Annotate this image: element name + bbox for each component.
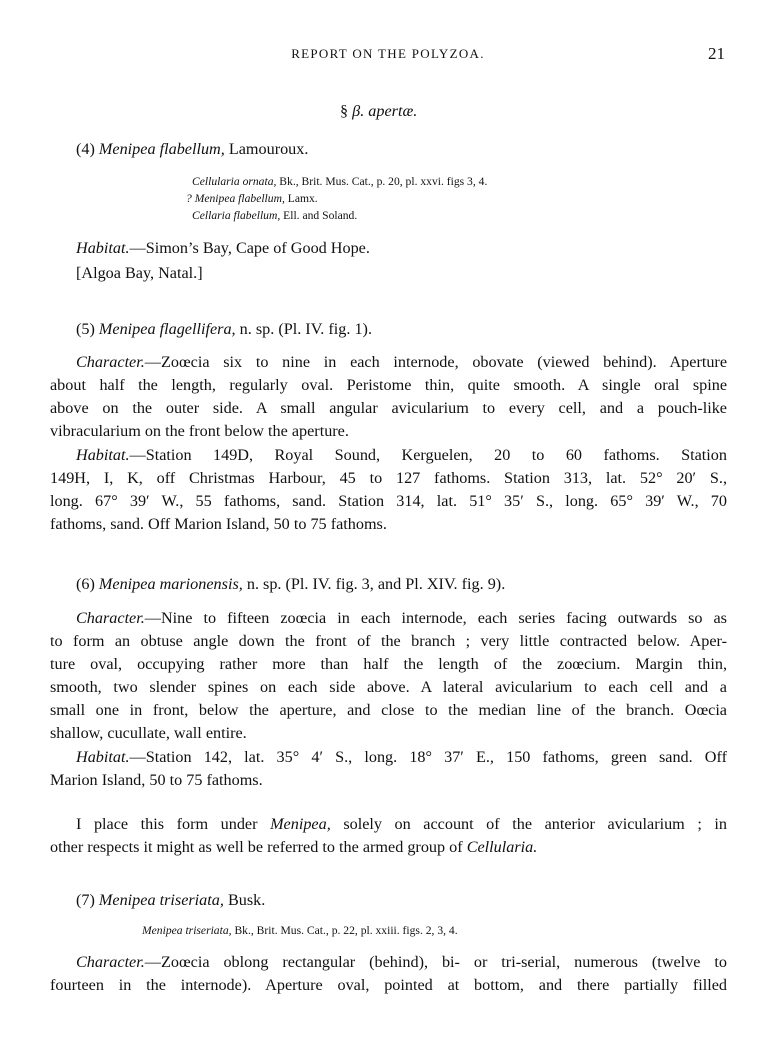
- character-label: Character.: [76, 353, 145, 371]
- habitat-line: Marion Island, 50 to 75 fathoms.: [50, 771, 263, 789]
- species-4-heading: [76, 138, 308, 161]
- species-authority: Lamouroux.: [228, 140, 309, 158]
- character-label: Character.: [76, 953, 145, 971]
- species-name: Menipea flagellifera,: [98, 320, 236, 338]
- species-number: (6): [76, 575, 95, 593]
- synonym-name: Cellularia ornata,: [192, 175, 277, 188]
- species-name: Menipea flabellum,: [98, 140, 225, 158]
- habitat-label: Habitat.: [76, 239, 130, 257]
- genus-name: Cellularia.: [466, 838, 538, 856]
- species-6-heading: [76, 573, 505, 596]
- habitat-line: [76, 746, 727, 769]
- page-number: 21: [708, 44, 725, 63]
- remark-line: [76, 813, 727, 836]
- species-number: (7): [76, 891, 95, 909]
- synonym-name: Menipea triseriata,: [142, 924, 232, 937]
- character-line: above on the outer side. A small angular avicularium to every cell, and a pouch-like: [50, 399, 727, 417]
- character-line: about half the length, regularly oval. Peristome thin, quite smooth. A single oral spine: [50, 376, 727, 394]
- text-run: I place this form under: [76, 815, 258, 833]
- section-heading: [340, 100, 417, 123]
- synonym-ref: Ell. and Soland.: [283, 209, 358, 222]
- text-run: —Station 142, lat. 35° 4′ S., long. 18° 37′ E., 150 fathoms, green sand. Off: [129, 748, 727, 766]
- synonym-line: [142, 922, 458, 939]
- species-name: Menipea triseriata,: [98, 891, 224, 909]
- character-line: small one in front, below the aperture, and close to the median line of the branch. Oœcia: [50, 701, 727, 719]
- remark-line: [50, 836, 537, 859]
- character-line: ture oval, occupying rather more than half the length of the zoœcium. Margin thin,: [50, 655, 727, 673]
- character-line: smooth, two slender spines on each side above. A lateral avicularium to each cell and a: [50, 678, 727, 696]
- habitat-label: Habitat.: [76, 446, 130, 464]
- synonym-line: [192, 207, 357, 224]
- synonym-line: [192, 173, 487, 190]
- character-line: shallow, cucullate, wall entire.: [50, 724, 247, 742]
- synonym-name: ? Menipea flabellum,: [186, 192, 285, 205]
- section-symbol: §: [340, 102, 349, 120]
- character-line: [76, 951, 727, 974]
- habitat-line: long. 67° 39′ W., 55 fathoms, sand. Station 314, lat. 51° 35′ S., long. 65° 39′ W., 70: [50, 492, 727, 510]
- species-4-locality: [Algoa Bay, Natal.]: [76, 264, 203, 282]
- genus-name: Menipea,: [270, 815, 331, 833]
- habitat-line: fathoms, sand. Off Marion Island, 50 to 75 fathoms.: [50, 515, 387, 533]
- species-number: (4): [76, 140, 95, 158]
- habitat-line: 149H, I, K, off Christmas Harbour, 45 to 127 fathoms. Station 313, lat. 52° 20′ S.,: [50, 469, 727, 487]
- species-authority: n. sp. (Pl. IV. fig. 1).: [239, 320, 372, 338]
- character-line: fourteen in the internode). Aperture oval, pointed at bottom, and there partially filled: [50, 976, 727, 994]
- text-run: —Zoœcia six to nine in each internode, obovate (viewed behind). Aperture: [144, 353, 727, 371]
- species-5-heading: [76, 318, 372, 341]
- section-greek: β.: [352, 102, 365, 120]
- character-line: [76, 607, 727, 630]
- character-line: vibracularium on the front below the aperture.: [50, 422, 349, 440]
- text-run: —Station 149D, Royal Sound, Kerguelen, 20 to 60 fathoms. Station: [129, 446, 727, 464]
- synonym-line: [186, 190, 318, 207]
- synonym-name: Cellaria flabellum,: [192, 209, 281, 222]
- text-run: —Nine to fifteen zoœcia in each internode, each series facing outwards so as: [144, 609, 727, 627]
- habitat-line: [76, 444, 727, 467]
- section-name: apertæ.: [368, 102, 418, 120]
- text-run: —Zoœcia oblong rectangular (behind), bi- or tri-serial, numerous (twelve to: [144, 953, 727, 971]
- synonym-ref: Bk., Brit. Mus. Cat., p. 22, pl. xxiii. figs. 2, 3, 4.: [234, 924, 458, 937]
- synonym-ref: Lamx.: [287, 192, 318, 205]
- synonym-ref: Bk., Brit. Mus. Cat., p. 20, pl. xxvi. figs 3, 4.: [279, 175, 488, 188]
- character-line: [76, 351, 727, 374]
- text-run: solely on account of the anterior avicularium ; in: [343, 815, 727, 833]
- species-authority: n. sp. (Pl. IV. fig. 3, and Pl. XIV. fig. 9).: [246, 575, 506, 593]
- species-4-habitat: [76, 237, 370, 260]
- character-line: to form an obtuse angle down the front of the branch ; very little contracted below. Aper-: [50, 632, 727, 650]
- character-label: Character.: [76, 609, 145, 627]
- species-7-heading: [76, 889, 265, 912]
- habitat-text: —Simon’s Bay, Cape of Good Hope.: [129, 239, 370, 257]
- running-header: REPORT ON THE POLYZOA.: [291, 46, 485, 61]
- species-number: (5): [76, 320, 95, 338]
- species-name: Menipea marionensis,: [98, 575, 243, 593]
- habitat-label: Habitat.: [76, 748, 130, 766]
- text-run: other respects it might as well be referred to the armed group of: [50, 838, 463, 856]
- species-authority: Busk.: [227, 891, 266, 909]
